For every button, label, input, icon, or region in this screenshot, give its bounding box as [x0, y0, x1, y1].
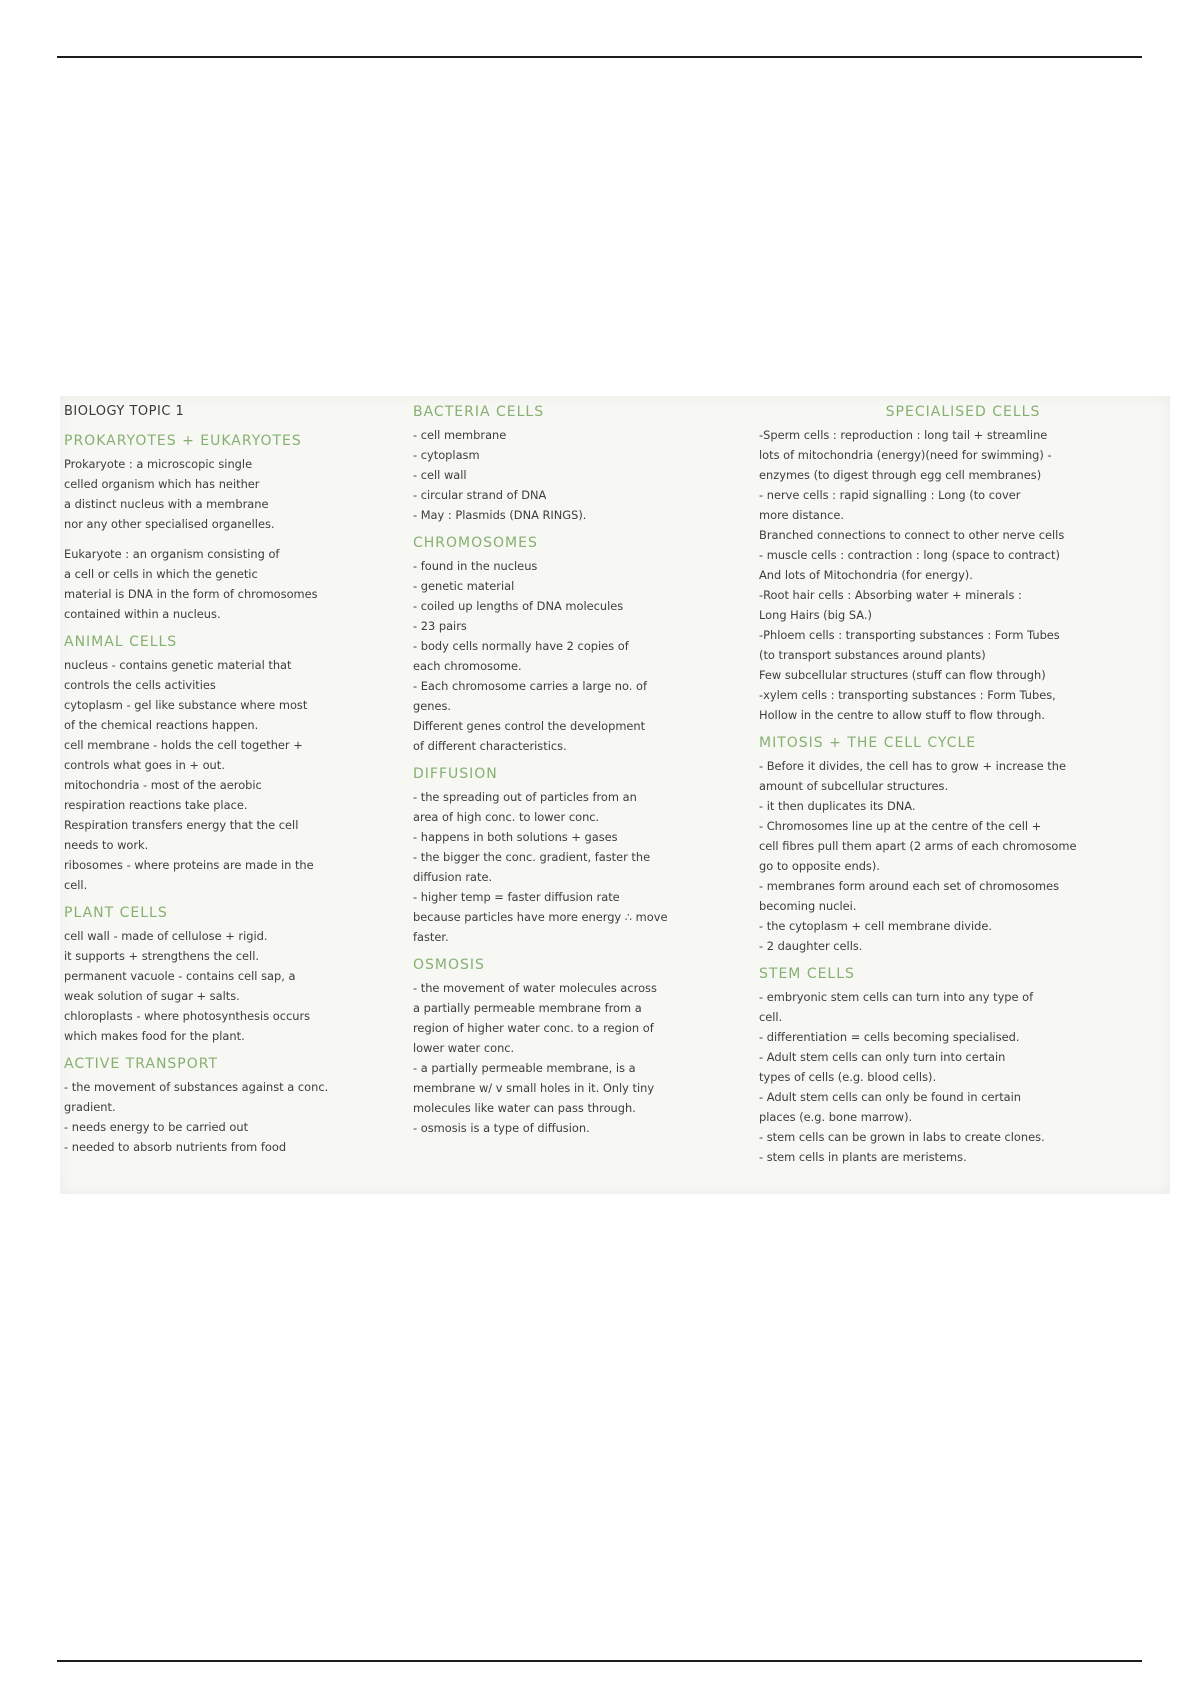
note-line: cell. [759, 1010, 783, 1024]
section-heading: ACTIVE TRANSPORT [64, 1056, 219, 1072]
note-line: - higher temp = faster diffusion rate [413, 890, 620, 904]
note-line: Long Hairs (big SA.) [759, 608, 872, 622]
note-line: Different genes control the development [413, 719, 646, 733]
section-chromosomes [413, 535, 747, 756]
section-body [64, 655, 390, 895]
note-line: chloroplasts - where photosynthesis occurs [64, 1009, 311, 1023]
section-bacteria-cells [413, 404, 747, 525]
note-line: - Adult stem cells can only be found in certain [759, 1090, 1022, 1104]
section-mitosis [759, 735, 1167, 956]
note-line: - nerve cells : rapid signalling : Long (to cover [759, 488, 1021, 502]
note-line: - the spreading out of particles from an [413, 790, 637, 804]
note-line: - cell membrane [413, 428, 507, 442]
note-line: -Sperm cells : reproduction : long tail + streamline [759, 428, 1048, 442]
note-line: go to opposite ends). [759, 859, 880, 873]
note-line: - 23 pairs [413, 619, 467, 633]
section-body [759, 756, 1167, 956]
section-prokaryotes [64, 433, 390, 624]
note-line: - differentiation = cells becoming specialised. [759, 1030, 1020, 1044]
note-line: nucleus - contains genetic material that [64, 658, 292, 672]
note-line: - stem cells in plants are meristems. [759, 1150, 967, 1164]
note-line: contained within a nucleus. [64, 607, 221, 621]
section-specialised-cells [759, 404, 1167, 725]
note-line: Few subcellular structures (stuff can flow through) [759, 668, 1046, 682]
note-line: - circular strand of DNA [413, 488, 547, 502]
section-active-transport [64, 1056, 390, 1157]
note-line: mitochondria - most of the aerobic [64, 778, 262, 792]
note-line: - Adult stem cells can only turn into certain [759, 1050, 1006, 1064]
note-line: controls what goes in + out. [64, 758, 225, 772]
section-heading: BACTERIA CELLS [413, 404, 545, 420]
section-body [413, 978, 747, 1138]
note-line: - needs energy to be carried out [64, 1120, 249, 1134]
note-line: - needed to absorb nutrients from food [64, 1140, 287, 1154]
note-line: - 2 daughter cells. [759, 939, 863, 953]
note-line: Eukaryote : an organism consisting of [64, 547, 280, 561]
section-heading: PROKARYOTES + EUKARYOTES [64, 433, 302, 449]
top-rule [57, 56, 1142, 58]
section-heading: CHROMOSOMES [413, 535, 538, 551]
note-line: a cell or cells in which the genetic [64, 567, 258, 581]
note-line: genes. [413, 699, 452, 713]
note-line: -xylem cells : transporting substances : Form Tubes, [759, 688, 1056, 702]
note-line: material is DNA in the form of chromosomes [64, 587, 318, 601]
section-body [413, 425, 747, 525]
note-line: places (e.g. bone marrow). [759, 1110, 913, 1124]
section-animal-cells [64, 634, 390, 895]
note-line: lower water conc. [413, 1041, 515, 1055]
note-line: Branched connections to connect to other nerve cells [759, 528, 1065, 542]
note-line: - Before it divides, the cell has to grow + increase the [759, 759, 1066, 773]
note-line: needs to work. [64, 838, 149, 852]
note-line: enzymes (to digest through egg cell membranes) [759, 468, 1042, 482]
note-line: a partially permeable membrane from a [413, 1001, 642, 1015]
paragraph-gap [64, 534, 390, 544]
note-line: gradient. [64, 1100, 116, 1114]
note-line: - embryonic stem cells can turn into any type of [759, 990, 1034, 1004]
note-line: - Each chromosome carries a large no. of [413, 679, 648, 693]
note-line: because particles have more energy ∴ move [413, 910, 668, 924]
note-line: types of cells (e.g. blood cells). [759, 1070, 937, 1084]
note-line: molecules like water can pass through. [413, 1101, 636, 1115]
note-line: faster. [413, 930, 449, 944]
note-line: which makes food for the plant. [64, 1029, 245, 1043]
document-title: BIOLOGY TOPIC 1 [64, 404, 185, 419]
note-line: - membranes form around each set of chromosomes [759, 879, 1060, 893]
note-line: - Chromosomes line up at the centre of the cell + [759, 819, 1042, 833]
note-line: weak solution of sugar + salts. [64, 989, 240, 1003]
note-line: - cell wall [413, 468, 467, 482]
note-line: ribosomes - where proteins are made in the [64, 858, 314, 872]
column-3 [759, 404, 1167, 1167]
section-heading: SPECIALISED CELLS [885, 404, 1041, 420]
note-line: - the cytoplasm + cell membrane divide. [759, 919, 992, 933]
note-line: area of high conc. to lower conc. [413, 810, 600, 824]
note-line: - the bigger the conc. gradient, faster the [413, 850, 651, 864]
note-line: - osmosis is a type of diffusion. [413, 1121, 590, 1135]
section-heading: STEM CELLS [759, 966, 855, 982]
note-line: - stem cells can be grown in labs to create clones. [759, 1130, 1045, 1144]
section-body [759, 987, 1167, 1167]
note-line: - the movement of substances against a conc. [64, 1080, 329, 1094]
note-line: nor any other specialised organelles. [64, 517, 275, 531]
section-heading: DIFFUSION [413, 766, 498, 782]
note-line: diffusion rate. [413, 870, 493, 884]
note-line: -Root hair cells : Absorbing water + minerals : [759, 588, 1022, 602]
note-line: - cytoplasm [413, 448, 480, 462]
note-line: cell membrane - holds the cell together + [64, 738, 303, 752]
note-line: of the chemical reactions happen. [64, 718, 259, 732]
note-line: - happens in both solutions + gases [413, 830, 618, 844]
note-line: of different characteristics. [413, 739, 567, 753]
note-line: - May : Plasmids (DNA RINGS). [413, 508, 587, 522]
note-line: And lots of Mitochondria (for energy). [759, 568, 973, 582]
note-line: - genetic material [413, 579, 515, 593]
note-line: membrane w/ v small holes in it. Only tiny [413, 1081, 655, 1095]
note-line: becoming nuclei. [759, 899, 857, 913]
note-line: permanent vacuole - contains cell sap, a [64, 969, 296, 983]
section-heading: PLANT CELLS [64, 905, 168, 921]
note-line: Respiration transfers energy that the cell [64, 818, 299, 832]
section-body [413, 787, 747, 947]
note-line: amount of subcellular structures. [759, 779, 949, 793]
bottom-rule [57, 1660, 1142, 1662]
section-heading: ANIMAL CELLS [64, 634, 178, 650]
note-line: cell fibres pull them apart (2 arms of each chromosome [759, 839, 1077, 853]
section-plant-cells [64, 905, 390, 1046]
note-line: celled organism which has neither [64, 477, 260, 491]
note-line: it supports + strengthens the cell. [64, 949, 259, 963]
section-body [413, 556, 747, 756]
note-line: - body cells normally have 2 copies of [413, 639, 629, 653]
section-body [64, 926, 390, 1046]
section-body [64, 454, 390, 624]
note-line: - coiled up lengths of DNA molecules [413, 599, 624, 613]
note-line: region of higher water conc. to a region of [413, 1021, 654, 1035]
note-line: -Phloem cells : transporting substances : Form Tubes [759, 628, 1060, 642]
note-line: a distinct nucleus with a membrane [64, 497, 269, 511]
note-line: cytoplasm - gel like substance where most [64, 698, 308, 712]
section-body [759, 425, 1167, 725]
column-1 [64, 404, 390, 1157]
section-osmosis [413, 957, 747, 1138]
note-line: respiration reactions take place. [64, 798, 248, 812]
section-body [64, 1077, 390, 1157]
note-line: Hollow in the centre to allow stuff to flow through. [759, 708, 1045, 722]
note-line: - muscle cells : contraction : long (space to contract) [759, 548, 1060, 562]
notes-sheet [60, 396, 1170, 1194]
note-line: Prokaryote : a microscopic single [64, 457, 253, 471]
note-line: each chromosome. [413, 659, 522, 673]
note-line: - a partially permeable membrane, is a [413, 1061, 636, 1075]
section-stem-cells [759, 966, 1167, 1167]
note-line: controls the cells activities [64, 678, 216, 692]
note-line: (to transport substances around plants) [759, 648, 986, 662]
note-line: - it then duplicates its DNA. [759, 799, 916, 813]
section-diffusion [413, 766, 747, 947]
note-line: - the movement of water molecules across [413, 981, 657, 995]
column-2 [413, 404, 747, 1138]
note-line: - found in the nucleus [413, 559, 538, 573]
section-heading: OSMOSIS [413, 957, 485, 973]
note-line: more distance. [759, 508, 845, 522]
note-line: cell. [64, 878, 88, 892]
section-heading: MITOSIS + THE CELL CYCLE [759, 735, 977, 751]
note-line: cell wall - made of cellulose + rigid. [64, 929, 268, 943]
note-line: lots of mitochondria (energy)(need for swimming) - [759, 448, 1052, 462]
